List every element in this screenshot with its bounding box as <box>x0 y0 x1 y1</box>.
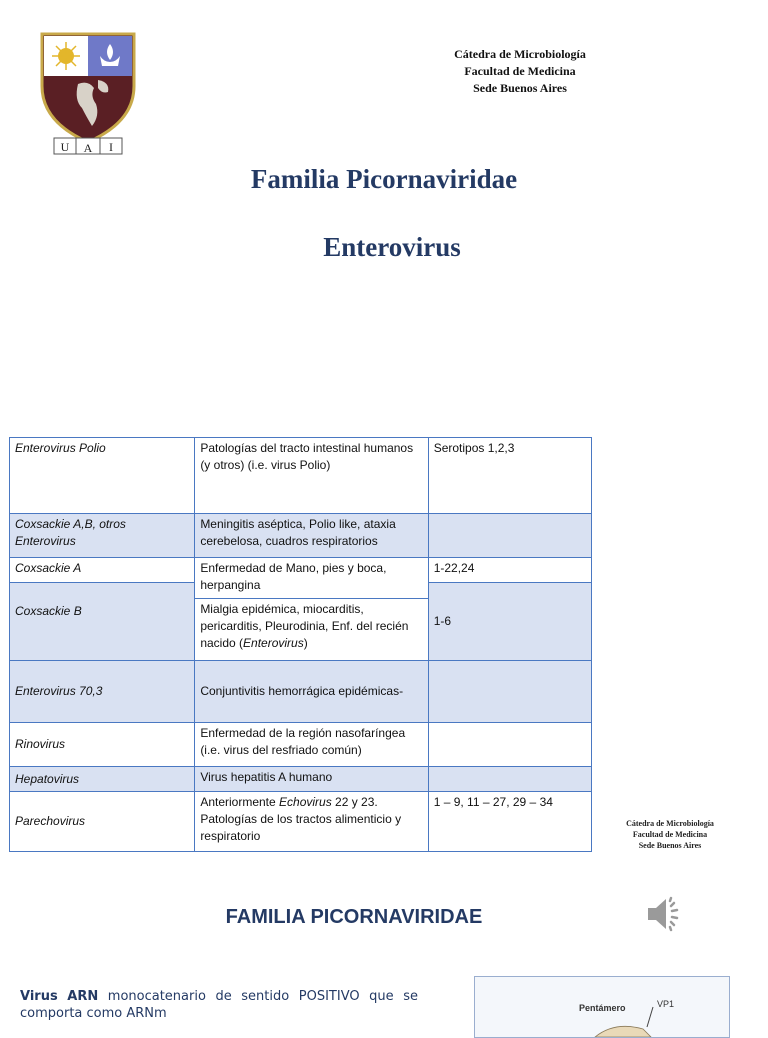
disease-cell <box>195 599 427 654</box>
disease-cell-split <box>195 558 428 661</box>
virus-classification-table <box>9 437 592 852</box>
virus-description <box>20 988 418 1022</box>
institution-header <box>420 46 620 97</box>
genus-cell: Rinovirus <box>10 723 195 767</box>
genus-cell: Enterovirus Polio <box>10 438 195 514</box>
serotype-cell <box>428 514 591 558</box>
disease-cell: Virus hepatitis A humano <box>195 767 428 792</box>
disease-text: Mialgia epidémica, miocarditis, pericarditis, Pleurodinia, Enf. del recién nacido ( <box>200 602 409 650</box>
footer-line-chair: Cátedra de Microbiología <box>626 819 714 828</box>
serotype-cell <box>428 767 591 792</box>
disease-text: ) <box>303 636 308 650</box>
header-line-chair: Cátedra de Microbiología <box>454 47 586 61</box>
crest-letter-a: A <box>83 141 93 155</box>
vp1-label: VP1 <box>657 999 675 1009</box>
section-title: FAMILIA PICORNAVIRIDAE <box>225 906 483 928</box>
table-row <box>10 514 592 558</box>
disease-text: 22 y 23. Patologías de los tractos alimenticio y respiratorio <box>200 795 402 843</box>
table-row <box>10 438 592 514</box>
disease-text: Anteriormente <box>200 795 280 809</box>
page-subtitle: Enterovirus <box>323 232 461 262</box>
disease-cell: Patologías del tracto intestinal humanos (y otros) (i.e. virus Polio) <box>195 438 428 514</box>
table-row <box>10 767 592 792</box>
header-line-campus: Sede Buenos Aires <box>473 81 567 95</box>
serotype-cell: Serotipos 1,2,3 <box>428 438 591 514</box>
serotype-cell <box>428 661 591 723</box>
table-row <box>10 661 592 723</box>
capsid-diagram <box>474 976 730 1038</box>
pentamer-label: Pentámero <box>579 1003 626 1013</box>
desc-text: monocatenario de sentido POSITIVO que se comporta como ARNm <box>20 989 418 1021</box>
crest-letter-u: U <box>60 140 70 154</box>
genus-cell: Coxsackie A <box>10 558 195 583</box>
disease-cell <box>195 792 428 852</box>
footer-line-faculty: Facultad de Medicina <box>632 830 708 839</box>
disease-text-italic: Echovirus <box>279 795 332 809</box>
speaker-icon[interactable] <box>644 894 684 934</box>
header-line-faculty: Facultad de Medicina <box>464 64 576 78</box>
disease-text-italic: Enterovirus <box>243 636 304 650</box>
genus-cell: Coxsackie B <box>10 583 195 661</box>
serotype-cell: 1 – 9, 11 – 27, 29 – 34 <box>428 792 591 852</box>
disease-cell: Conjuntivitis hemorrágica epidémicas- <box>195 661 428 723</box>
table-row <box>10 792 592 852</box>
genus-cell: Parechovirus <box>10 792 195 852</box>
disease-cell: Meningitis aséptica, Polio like, ataxia cerebelosa, cuadros respiratorios <box>195 514 428 558</box>
page-title: Familia Picornaviridae <box>250 164 518 194</box>
serotype-cell: 1-6 <box>428 583 591 661</box>
table-row <box>10 558 592 583</box>
institution-footer <box>606 818 734 851</box>
footer-line-campus: Sede Buenos Aires <box>638 841 702 850</box>
desc-bold-virus: Virus <box>20 989 58 1004</box>
genus-cell: Enterovirus 70,3 <box>10 661 195 723</box>
table-row <box>10 723 592 767</box>
disease-cell: Enfermedad de Mano, pies y boca, herpangina <box>195 558 427 599</box>
genus-cell: Coxsackie A,B, otros Enterovirus <box>10 514 195 558</box>
crest-letter-i: I <box>109 140 113 154</box>
university-crest-logo <box>38 30 138 158</box>
serotype-cell: 1-22,24 <box>428 558 591 583</box>
serotype-cell <box>428 723 591 767</box>
disease-cell: Enfermedad de la región nasofaríngea (i.e. virus del resfriado común) <box>195 723 428 767</box>
desc-bold-arn: ARN <box>67 989 99 1004</box>
genus-cell: Hepatovirus <box>10 767 195 792</box>
